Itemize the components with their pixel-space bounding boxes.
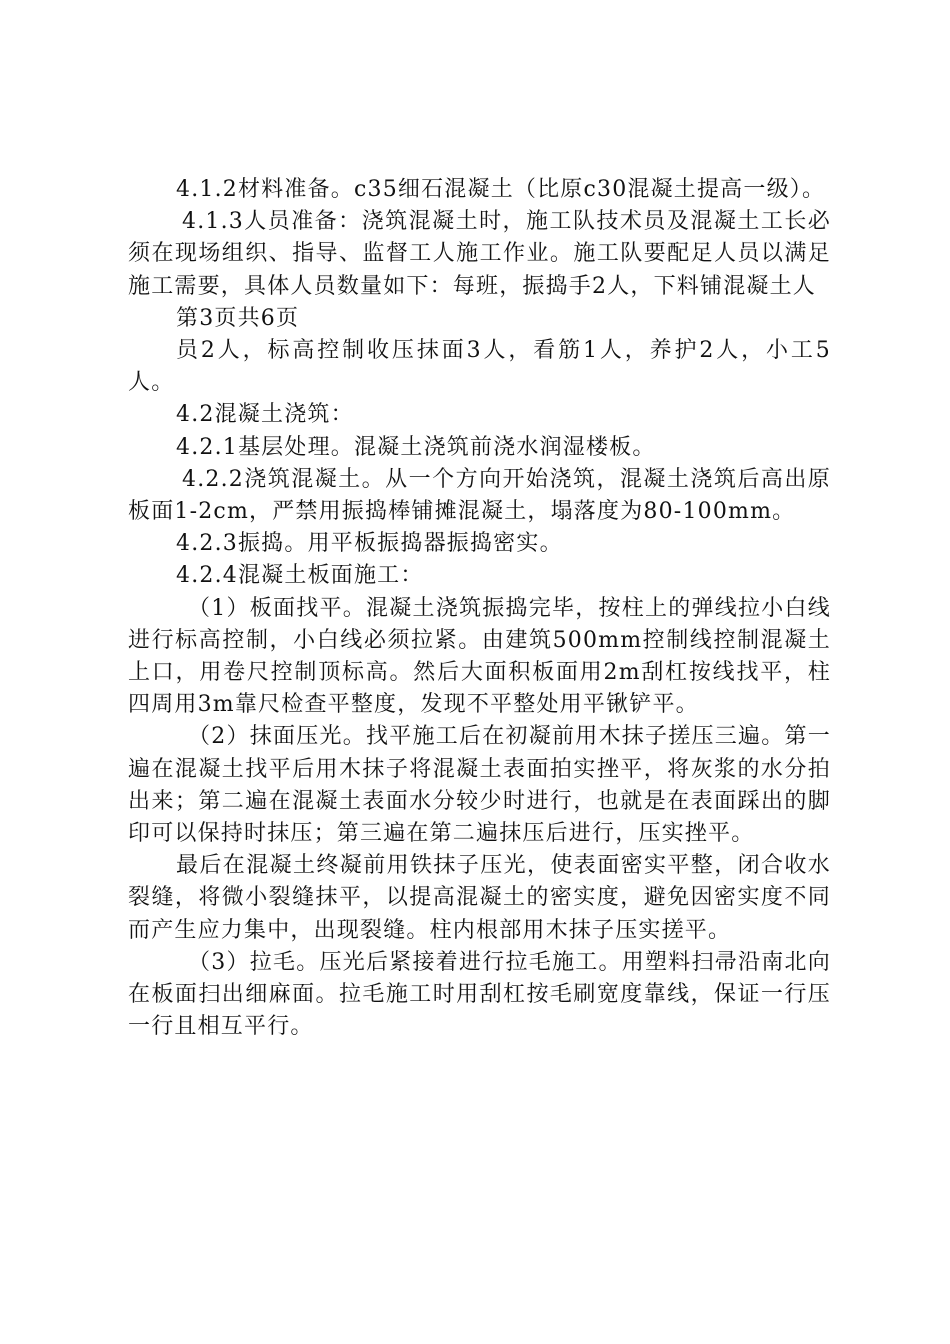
paragraph-pouring: 4.2.2浇筑混凝土。从一个方向开始浇筑，混凝土浇筑后高出原板面1-2cm，严禁用振捣棒铺摊混凝土，塌落度为80-100mm。 bbox=[128, 466, 831, 525]
document-body bbox=[128, 174, 831, 1043]
paragraph-troweling: （2）抹面压光。找平施工后在初凝前用木抹子搓压三遍。第一遍在混凝土找平后用木抹子将混凝土表面拍实挫平，将灰浆的水分拍出来；第二遍在混凝土表面水分较少时进行，也就是在表面踩出的脚印可以保持时抹压；第三遍在第二遍抹压后进行，压实挫平。 bbox=[128, 724, 831, 847]
paragraph-leveling: （1）板面找平。混凝土浇筑振捣完毕，按柱上的弹线拉小白线进行标高控制，小白线必须拉紧。由建筑500mm控制线控制混凝土上口，用卷尺控制顶标高。然后大面积板面用2m刮杠按线找平，柱四周用3m靠尺检查平整度，发现不平整处用平锹铲平。 bbox=[128, 595, 831, 718]
heading-slab-surface: 4.2.4混凝土板面施工： bbox=[176, 563, 424, 589]
paragraph-base-treatment: 4.2.1基层处理。混凝土浇筑前浇水润湿楼板。 bbox=[176, 434, 656, 460]
page-number: 第3页共6页 bbox=[176, 305, 300, 331]
paragraph-brushing: （3）拉毛。压光后紧接着进行拉毛施工。用塑料扫帚沿南北向在板面扫出细麻面。拉毛施工时用刮杠按毛刷宽度靠线，保证一行压一行且相互平行。 bbox=[128, 949, 831, 1040]
paragraph-material-prep: 4.1.2材料准备。c35细石混凝土（比原c30混凝土提高一级）。 bbox=[176, 177, 826, 202]
paragraph-vibration: 4.2.3振捣。用平板振捣器振捣密实。 bbox=[176, 531, 563, 557]
paragraph-staff-continued: 员2人，标高控制收压抹面3人，看筋1人，养护2人，小工5人。 bbox=[128, 338, 831, 396]
heading-concrete-pouring: 4.2混凝土浇筑： bbox=[176, 402, 354, 428]
paragraph-staff-prep: 4.1.3人员准备：浇筑混凝土时，施工队技术员及混凝土工长必须在现场组织、指导、监督工人施工作业。施工队要配足人员以满足施工需要，具体人员数量如下：每班，振捣手2人，下料铺混凝土人 bbox=[128, 209, 831, 299]
paragraph-final-troweling: 最后在混凝土终凝前用铁抹子压光，使表面密实平整，闭合收水裂缝，将微小裂缝抹平，以提高混凝土的密实度，避免因密实度不同而产生应力集中，出现裂缝。柱内根部用木抹子压实搓平。 bbox=[128, 853, 831, 943]
